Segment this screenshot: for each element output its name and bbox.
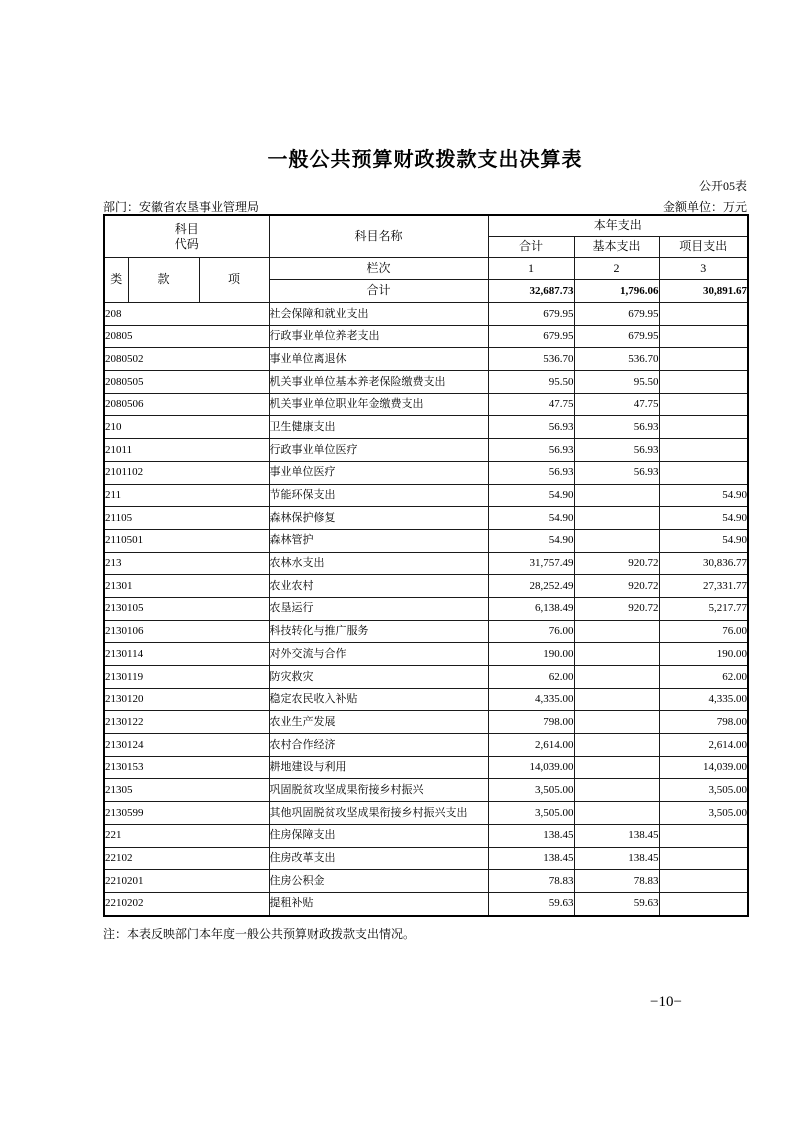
total-value-cell: 138.45 <box>488 824 574 847</box>
basic-value-cell <box>574 711 659 734</box>
subject-name-cell: 住房改革支出 <box>269 847 488 870</box>
subject-name-cell: 巩固脱贫攻坚成果衔接乡村振兴 <box>269 779 488 802</box>
basic-value-cell <box>574 802 659 825</box>
project-value-cell <box>659 348 748 371</box>
header-col-3: 3 <box>659 258 748 280</box>
table-row <box>104 416 748 439</box>
basic-value-cell <box>574 643 659 666</box>
table-row <box>104 666 748 689</box>
table-row <box>104 711 748 734</box>
project-value-cell: 190.00 <box>659 643 748 666</box>
project-value-cell: 54.90 <box>659 507 748 530</box>
table-row <box>104 802 748 825</box>
header-basic-expense: 基本支出 <box>574 237 659 258</box>
page-title: 一般公共预算财政拨款支出决算表 <box>267 149 583 171</box>
total-value-cell: 536.70 <box>488 348 574 371</box>
total-value-cell: 190.00 <box>488 643 574 666</box>
header-col-2: 2 <box>574 258 659 280</box>
total-value-cell: 62.00 <box>488 666 574 689</box>
table-row <box>104 847 748 870</box>
table-row <box>104 756 748 779</box>
basic-value-cell <box>574 529 659 552</box>
project-value-cell <box>659 870 748 893</box>
basic-value-cell: 536.70 <box>574 348 659 371</box>
project-value-cell: 76.00 <box>659 620 748 643</box>
project-value-cell: 54.90 <box>659 484 748 507</box>
table-row <box>104 439 748 462</box>
subject-name-cell: 机关事业单位基本养老保险缴费支出 <box>269 371 488 394</box>
subject-code-cell: 2080502 <box>104 348 269 371</box>
subject-code-cell: 208 <box>104 303 269 326</box>
project-value-cell: 2,614.00 <box>659 734 748 757</box>
department-label: 部门：安徽省农垦事业管理局 <box>103 200 260 214</box>
table-row <box>104 507 748 530</box>
subject-code-cell: 2130106 <box>104 620 269 643</box>
basic-value-cell: 56.93 <box>574 461 659 484</box>
totals-total-value: 32,687.73 <box>488 280 574 303</box>
table-row <box>104 597 748 620</box>
basic-value-cell: 920.72 <box>574 597 659 620</box>
table-row <box>104 484 748 507</box>
basic-value-cell: 56.93 <box>574 439 659 462</box>
total-value-cell: 6,138.49 <box>488 597 574 620</box>
form-number-label: 公开05表 <box>698 179 747 193</box>
subject-code-cell: 2130105 <box>104 597 269 620</box>
totals-row-label: 合计 <box>269 280 488 303</box>
table-row <box>104 779 748 802</box>
basic-value-cell: 679.95 <box>574 303 659 326</box>
basic-value-cell: 920.72 <box>574 575 659 598</box>
subject-code-cell: 22102 <box>104 847 269 870</box>
subject-name-cell: 农业生产发展 <box>269 711 488 734</box>
subject-name-cell: 农垦运行 <box>269 597 488 620</box>
total-value-cell: 679.95 <box>488 303 574 326</box>
project-value-cell <box>659 439 748 462</box>
subject-code-cell: 2080505 <box>104 371 269 394</box>
total-value-cell: 2,614.00 <box>488 734 574 757</box>
total-value-cell: 56.93 <box>488 416 574 439</box>
basic-value-cell <box>574 688 659 711</box>
header-project-expense: 项目支出 <box>659 237 748 258</box>
total-value-cell: 679.95 <box>488 325 574 348</box>
table-row <box>104 325 748 348</box>
subject-code-cell: 2110501 <box>104 529 269 552</box>
totals-project-value: 30,891.67 <box>659 280 748 303</box>
header-section: 款 <box>128 258 199 303</box>
subject-code-cell: 2130599 <box>104 802 269 825</box>
table-row <box>104 348 748 371</box>
total-value-cell: 3,505.00 <box>488 779 574 802</box>
total-value-cell: 14,039.00 <box>488 756 574 779</box>
subject-code-cell: 2130122 <box>104 711 269 734</box>
project-value-cell <box>659 847 748 870</box>
table-row <box>104 734 748 757</box>
total-value-cell: 56.93 <box>488 439 574 462</box>
project-value-cell: 30,836.77 <box>659 552 748 575</box>
subject-code-cell: 2210202 <box>104 892 269 915</box>
project-value-cell: 62.00 <box>659 666 748 689</box>
basic-value-cell: 138.45 <box>574 847 659 870</box>
basic-value-cell <box>574 734 659 757</box>
total-value-cell: 4,335.00 <box>488 688 574 711</box>
subject-name-cell: 行政事业单位养老支出 <box>269 325 488 348</box>
project-value-cell: 798.00 <box>659 711 748 734</box>
subject-name-cell: 行政事业单位医疗 <box>269 439 488 462</box>
subject-name-cell: 提租补贴 <box>269 892 488 915</box>
project-value-cell: 3,505.00 <box>659 802 748 825</box>
subject-name-cell: 卫生健康支出 <box>269 416 488 439</box>
unit-label: 金额单位：万元 <box>662 200 747 214</box>
total-value-cell: 54.90 <box>488 484 574 507</box>
total-value-cell: 138.45 <box>488 847 574 870</box>
table-row <box>104 575 748 598</box>
subject-name-cell: 其他巩固脱贫攻坚成果衔接乡村振兴支出 <box>269 802 488 825</box>
table-row <box>104 643 748 666</box>
table-row <box>104 824 748 847</box>
budget-table <box>103 214 749 917</box>
subject-name-cell: 科技转化与推广服务 <box>269 620 488 643</box>
basic-value-cell <box>574 779 659 802</box>
subject-code-cell: 213 <box>104 552 269 575</box>
subject-name-cell: 森林保护修复 <box>269 507 488 530</box>
header-col-1: 1 <box>488 258 574 280</box>
subject-code-cell: 2210201 <box>104 870 269 893</box>
total-value-cell: 76.00 <box>488 620 574 643</box>
subject-code-cell: 211 <box>104 484 269 507</box>
total-value-cell: 95.50 <box>488 371 574 394</box>
project-value-cell <box>659 892 748 915</box>
subject-code-cell: 21305 <box>104 779 269 802</box>
total-value-cell: 78.83 <box>488 870 574 893</box>
total-value-cell: 56.93 <box>488 461 574 484</box>
table-row <box>104 529 748 552</box>
subject-code-cell: 2130124 <box>104 734 269 757</box>
table-row <box>104 870 748 893</box>
total-value-cell: 28,252.49 <box>488 575 574 598</box>
header-row-3 <box>104 258 748 280</box>
table-row <box>104 371 748 394</box>
subject-name-cell: 稳定农民收入补贴 <box>269 688 488 711</box>
subject-name-cell: 农林水支出 <box>269 552 488 575</box>
project-value-cell <box>659 416 748 439</box>
table-meta-row <box>103 198 747 215</box>
table-body <box>104 303 748 916</box>
total-value-cell: 54.90 <box>488 529 574 552</box>
subject-name-cell: 事业单位医疗 <box>269 461 488 484</box>
subject-code-cell: 21011 <box>104 439 269 462</box>
total-value-cell: 798.00 <box>488 711 574 734</box>
basic-value-cell: 78.83 <box>574 870 659 893</box>
project-value-cell <box>659 371 748 394</box>
basic-value-cell <box>574 620 659 643</box>
project-value-cell: 27,331.77 <box>659 575 748 598</box>
subject-code-cell: 2130119 <box>104 666 269 689</box>
subject-code-cell: 2130120 <box>104 688 269 711</box>
subject-name-cell: 社会保障和就业支出 <box>269 303 488 326</box>
subject-name-cell: 农村合作经济 <box>269 734 488 757</box>
header-subject-name: 科目名称 <box>269 215 488 258</box>
basic-value-cell: 679.95 <box>574 325 659 348</box>
table-row <box>104 461 748 484</box>
basic-value-cell: 47.75 <box>574 393 659 416</box>
project-value-cell <box>659 824 748 847</box>
subject-code-cell: 20805 <box>104 325 269 348</box>
basic-value-cell: 138.45 <box>574 824 659 847</box>
project-value-cell: 5,217.77 <box>659 597 748 620</box>
basic-value-cell: 920.72 <box>574 552 659 575</box>
subject-name-cell: 住房保障支出 <box>269 824 488 847</box>
subject-code-cell: 2101102 <box>104 461 269 484</box>
subject-code-cell: 2130114 <box>104 643 269 666</box>
table-row <box>104 393 748 416</box>
total-value-cell: 59.63 <box>488 892 574 915</box>
basic-value-cell: 59.63 <box>574 892 659 915</box>
total-value-cell: 3,505.00 <box>488 802 574 825</box>
project-value-cell: 3,505.00 <box>659 779 748 802</box>
header-class: 类 <box>104 258 128 303</box>
subject-name-cell: 机关事业单位职业年金缴费支出 <box>269 393 488 416</box>
subject-code-cell: 210 <box>104 416 269 439</box>
basic-value-cell <box>574 756 659 779</box>
page-number: −10− <box>650 994 682 1010</box>
header-row-1 <box>104 215 748 237</box>
header-item: 项 <box>199 258 269 303</box>
total-value-cell: 31,757.49 <box>488 552 574 575</box>
subject-code-cell: 2080506 <box>104 393 269 416</box>
total-value-cell: 47.75 <box>488 393 574 416</box>
totals-basic-value: 1,796.06 <box>574 280 659 303</box>
project-value-cell: 4,335.00 <box>659 688 748 711</box>
basic-value-cell <box>574 507 659 530</box>
basic-value-cell: 95.50 <box>574 371 659 394</box>
project-value-cell <box>659 393 748 416</box>
header-column-index-label: 栏次 <box>269 258 488 280</box>
table-row <box>104 303 748 326</box>
table-row <box>104 892 748 915</box>
basic-value-cell: 56.93 <box>574 416 659 439</box>
subject-name-cell: 森林管护 <box>269 529 488 552</box>
table-header-group <box>104 215 748 303</box>
subject-name-cell: 节能环保支出 <box>269 484 488 507</box>
footnote: 注：本表反映部门本年度一般公共预算财政拨款支出情况。 <box>103 927 416 941</box>
table-row <box>104 688 748 711</box>
header-current-year-expense: 本年支出 <box>488 215 748 237</box>
project-value-cell: 14,039.00 <box>659 756 748 779</box>
subject-name-cell: 耕地建设与利用 <box>269 756 488 779</box>
subject-name-cell: 农业农村 <box>269 575 488 598</box>
subject-name-cell: 事业单位离退休 <box>269 348 488 371</box>
subject-code-cell: 2130153 <box>104 756 269 779</box>
table-row <box>104 552 748 575</box>
basic-value-cell <box>574 666 659 689</box>
subject-code-cell: 21301 <box>104 575 269 598</box>
subject-code-cell: 21105 <box>104 507 269 530</box>
subject-name-cell: 住房公积金 <box>269 870 488 893</box>
subject-code-cell: 221 <box>104 824 269 847</box>
header-subject-code: 科目 代码 <box>104 215 269 258</box>
project-value-cell <box>659 303 748 326</box>
subject-name-cell: 对外交流与合作 <box>269 643 488 666</box>
table-row <box>104 620 748 643</box>
project-value-cell <box>659 325 748 348</box>
subject-name-cell: 防灾救灾 <box>269 666 488 689</box>
basic-value-cell <box>574 484 659 507</box>
project-value-cell <box>659 461 748 484</box>
total-value-cell: 54.90 <box>488 507 574 530</box>
project-value-cell: 54.90 <box>659 529 748 552</box>
header-total: 合计 <box>488 237 574 258</box>
